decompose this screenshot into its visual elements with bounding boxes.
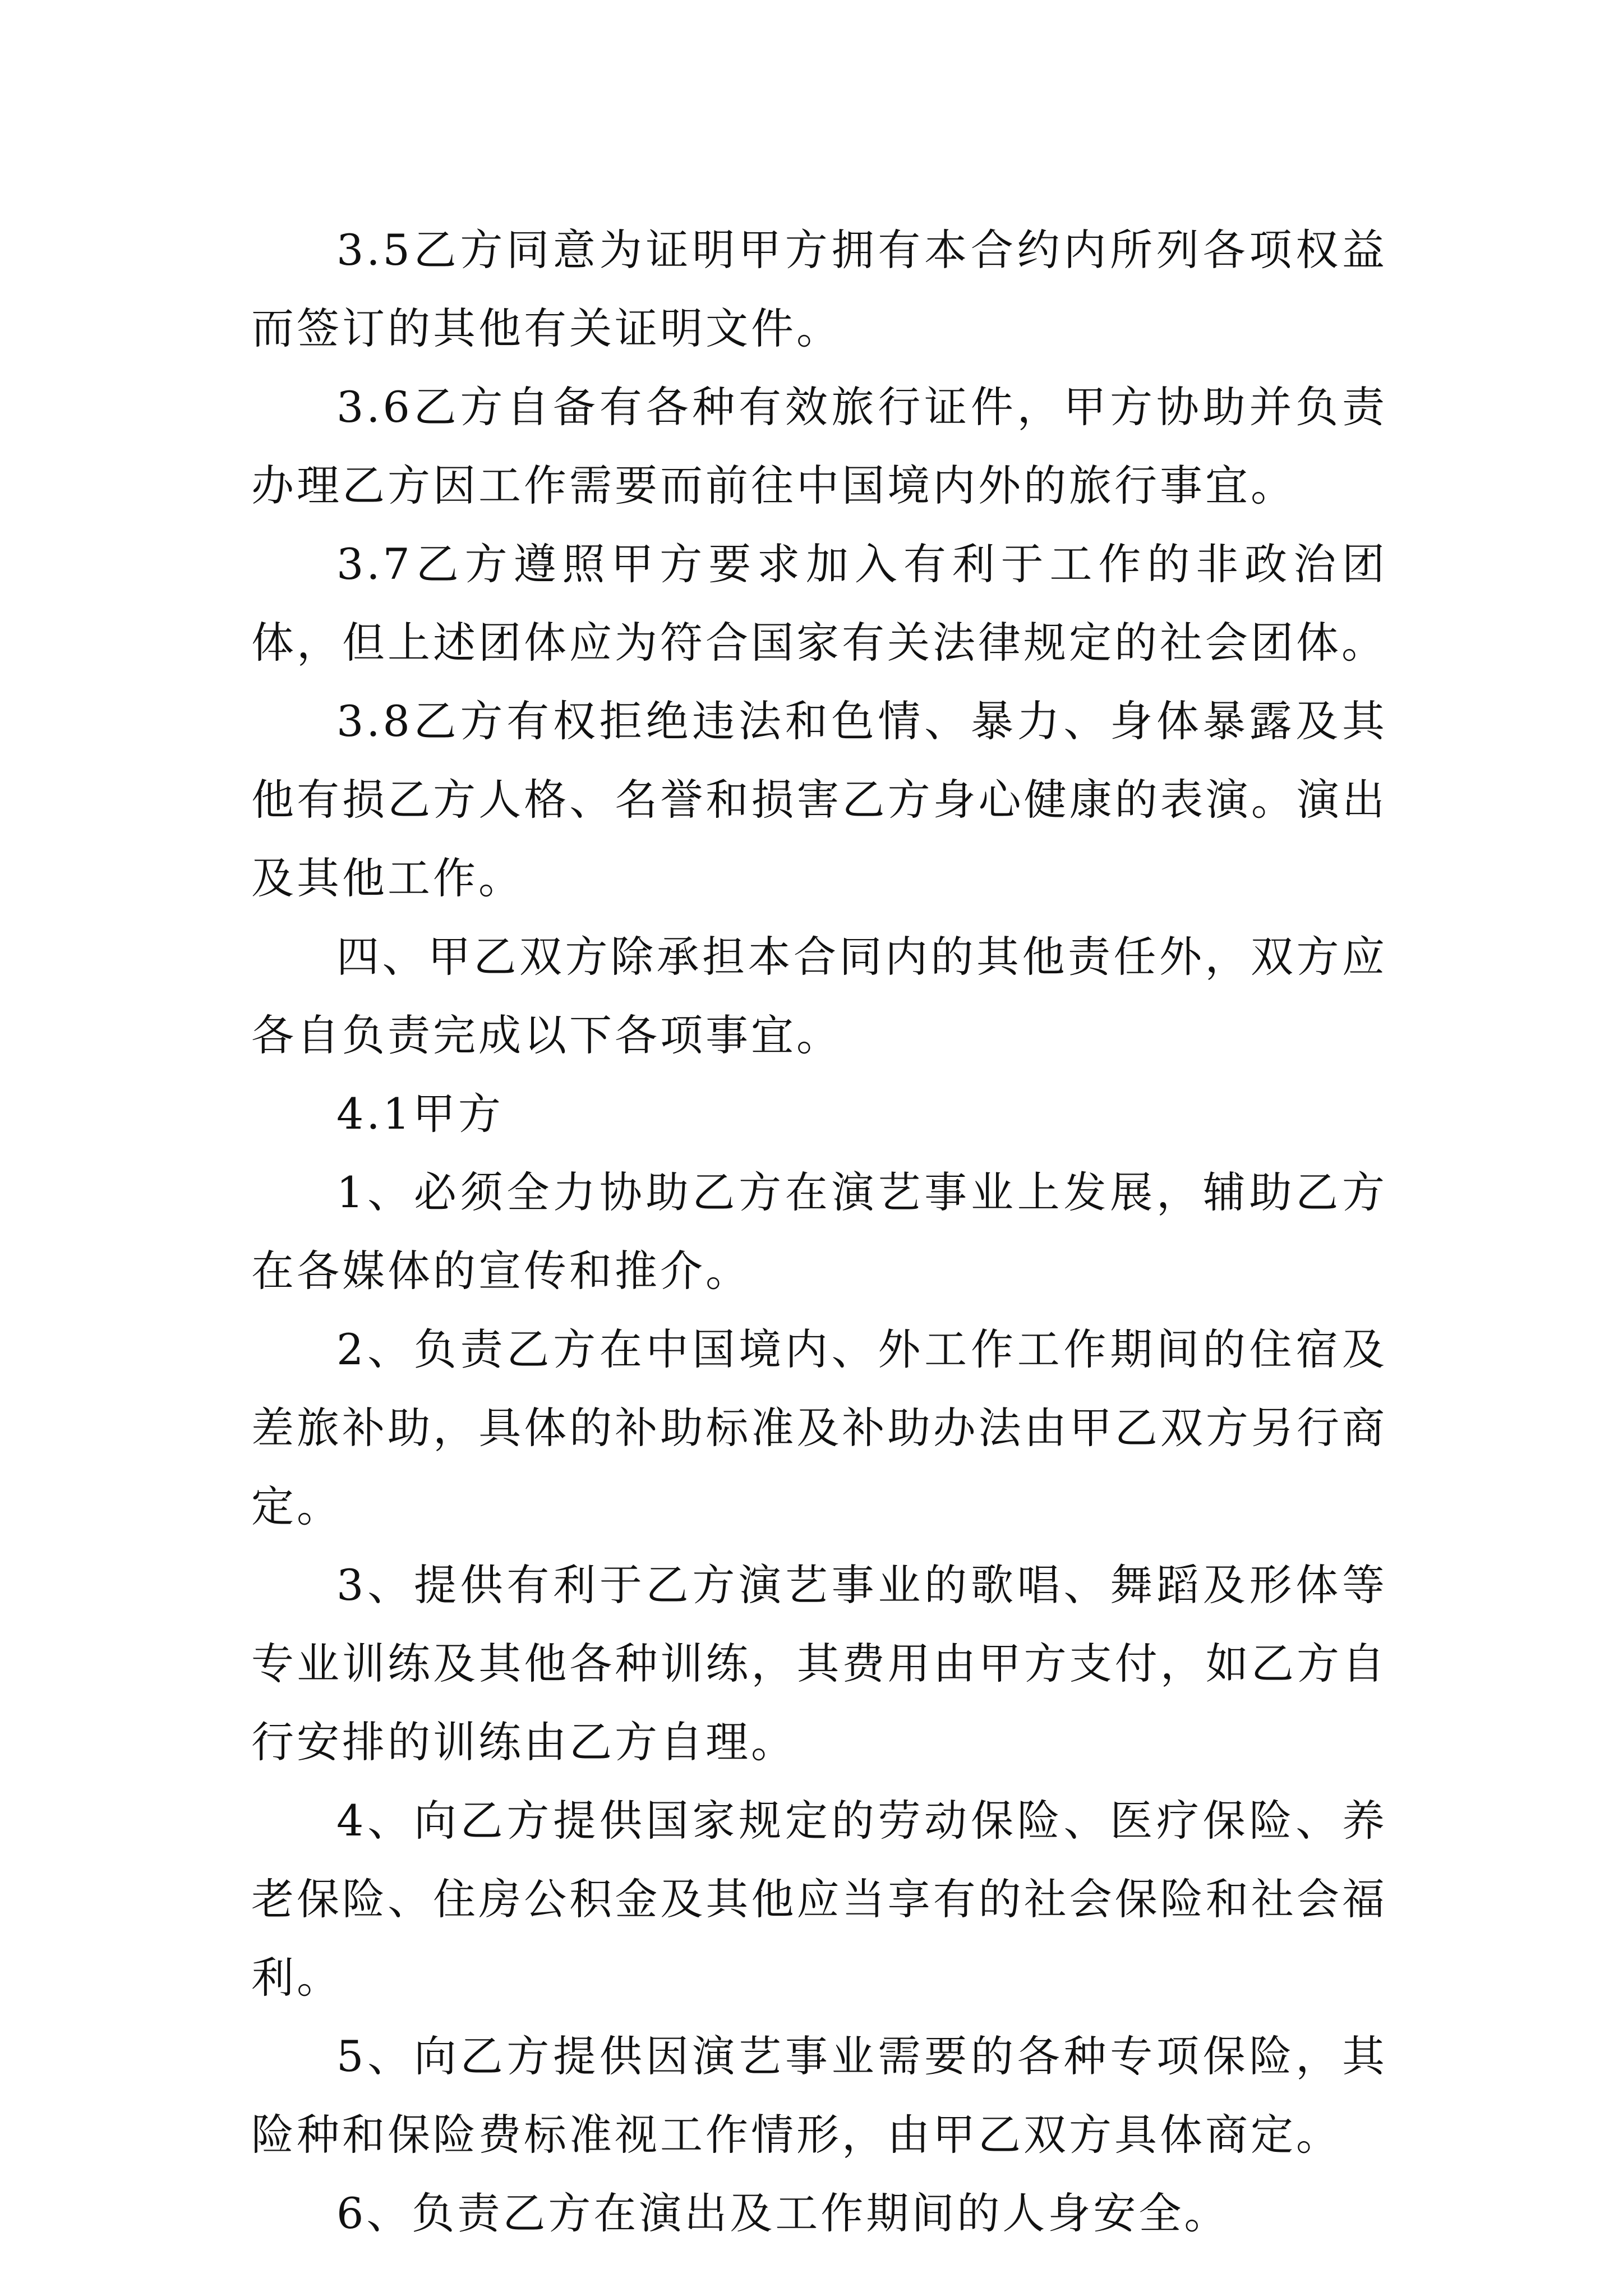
- clause-3-6-paragraph: 3.6乙方自备有各种有效旅行证件，甲方协助并负责办理乙方因工作需要而前往中国境内外的旅行事宜。: [251, 382, 1387, 510]
- item-3-paragraph: 3、提供有利于乙方演艺事业的歌唱、舞蹈及形体等专业训练及其他各种训练，其费用由甲方支付，如乙方自行安排的训练由乙方自理。: [251, 1560, 1387, 1767]
- section-4-intro-paragraph: 四、甲乙双方除承担本合同内的其他责任外，双方应各自负责完成以下各项事宜。: [251, 932, 1387, 1060]
- item-4-paragraph: 4、向乙方提供国家规定的劳动保险、医疗保险、养老保险、住房公积金及其他应当享有的社会保险和社会福利。: [251, 1796, 1387, 2003]
- item-1-paragraph: 1、必须全力协助乙方在演艺事业上发展，辅助乙方在各媒体的宣传和推介。: [251, 1167, 1387, 1296]
- clause-3-8-paragraph: 3.8乙方有权拒绝违法和色情、暴力、身体暴露及其他有损乙方人格、名誉和损害乙方身心健康的表演。演出及其他工作。: [251, 696, 1387, 903]
- clause-3-7-paragraph: 3.7乙方遵照甲方要求加入有利于工作的非政治团体，但上述团体应为符合国家有关法律规定的社会团体。: [251, 539, 1387, 668]
- item-2-paragraph: 2、负责乙方在中国境内、外工作工作期间的住宿及差旅补助，具体的补助标准及补助办法由甲乙双方另行商定。: [251, 1324, 1387, 1531]
- item-5-paragraph: 5、向乙方提供因演艺事业需要的各种专项保险，其险种和保险费标准视工作情形，由甲乙双方具体商定。: [251, 2031, 1387, 2160]
- clause-3-5-paragraph: 3.5乙方同意为证明甲方拥有本合约内所列各项权益而签订的其他有关证明文件。: [251, 225, 1387, 353]
- document-body: [251, 211, 1387, 2253]
- clause-4-1-heading: 4.1甲方: [336, 1089, 504, 1139]
- item-6-paragraph: 6、负责乙方在演出及工作期间的人身安全。: [336, 2188, 1230, 2238]
